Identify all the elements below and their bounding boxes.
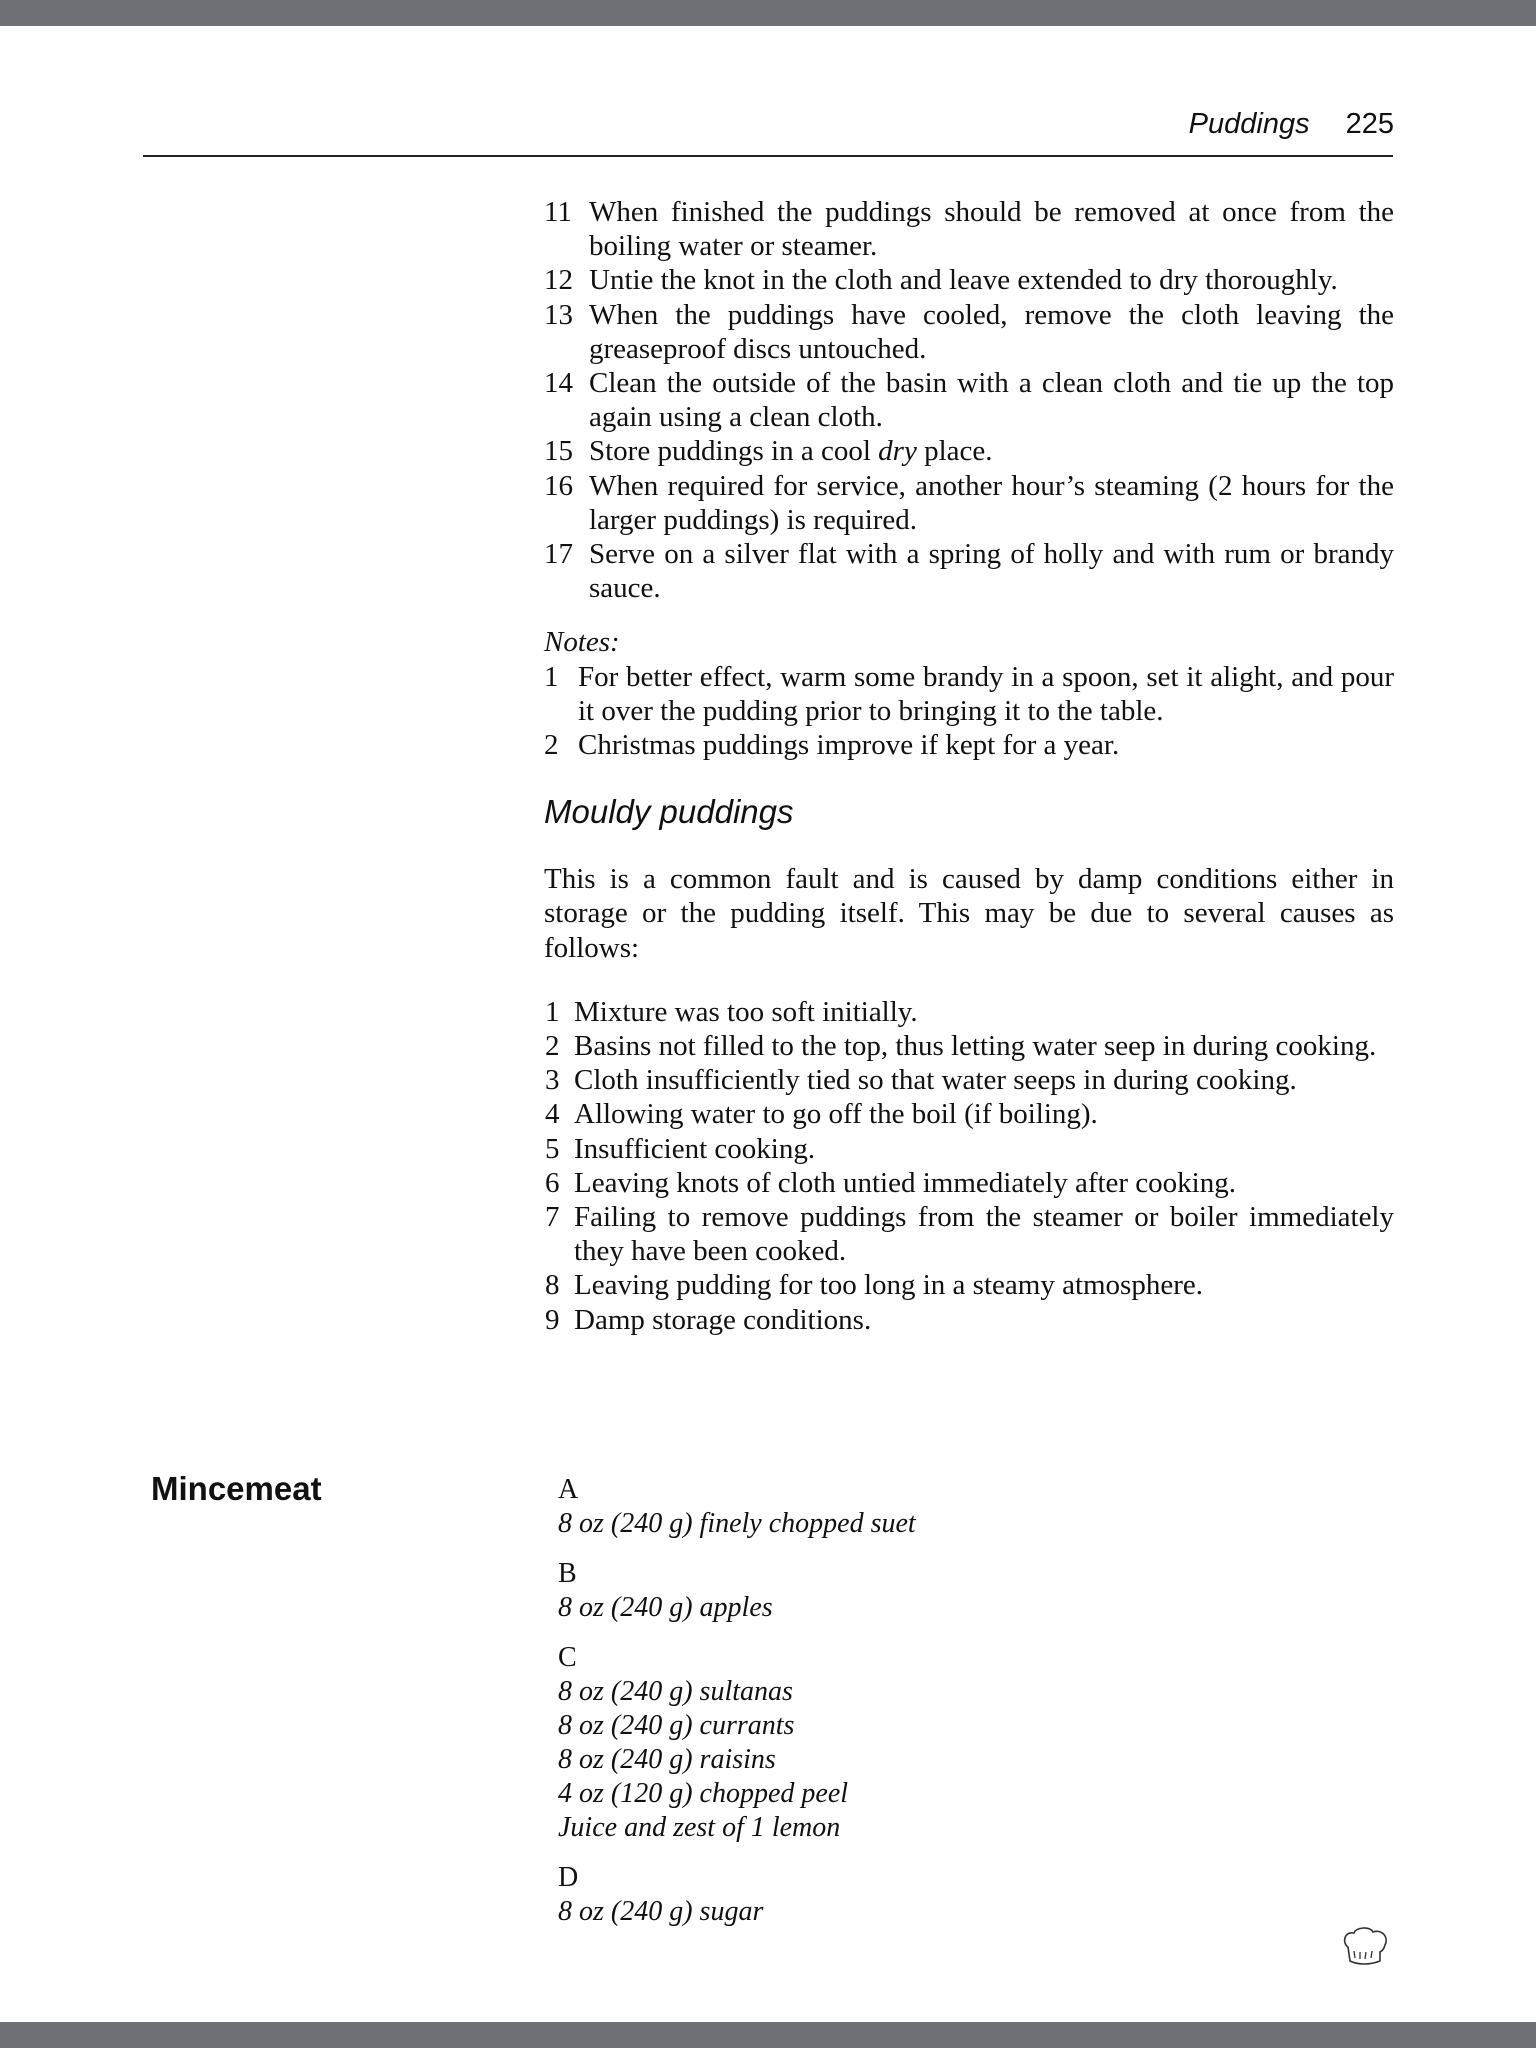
item-text-part: Store puddings in a cool: [589, 435, 879, 468]
item-text-part: place.: [916, 435, 993, 468]
item-number: 14: [544, 367, 573, 400]
item-text: When required for service, another hour’s steaming (2 hours for the larger puddings) is required.: [589, 469, 1394, 536]
list-item: [545, 1166, 1394, 1200]
causes-list: [545, 995, 1394, 1337]
ingredient: 8 oz (240 g) finely chopped suet: [558, 1508, 916, 1539]
group-letter: A: [558, 1474, 579, 1505]
list-item: [545, 1063, 1394, 1097]
item-number: 5: [545, 1132, 560, 1165]
item-number: 6: [545, 1166, 560, 1199]
item-text: Christmas puddings improve if kept for a year.: [578, 729, 1120, 762]
page-number: 225: [1345, 108, 1394, 140]
item-text: Allowing water to go off the boil (if boiling).: [574, 1098, 1098, 1131]
item-text-emphasis: dry: [878, 435, 917, 468]
running-head: [1189, 108, 1394, 141]
item-number: 2: [544, 729, 559, 762]
item-number: 3: [545, 1064, 560, 1097]
item-number: 1: [544, 660, 559, 693]
item-text: Cloth insufficiently tied so that water seeps in during cooking.: [574, 1064, 1297, 1097]
ingredients-list: [558, 1473, 1258, 1945]
list-item: [545, 1200, 1394, 1268]
item-number: 13: [544, 298, 573, 331]
item-number: 8: [545, 1269, 560, 1302]
item-number: 4: [545, 1098, 560, 1131]
item-text: Leaving knots of cloth untied immediately after cooking.: [574, 1166, 1236, 1199]
list-item: [545, 995, 1394, 1029]
list-item: [544, 469, 1394, 537]
list-item: [544, 263, 1394, 297]
item-text: [589, 434, 1394, 468]
ingredient: 8 oz (240 g) sultanas: [558, 1676, 793, 1707]
ingredient-group: [558, 1861, 1258, 1929]
item-number: 7: [545, 1201, 560, 1234]
list-item: [544, 728, 1394, 762]
ingredient: Juice and zest of 1 lemon: [558, 1812, 841, 1843]
ingredient: 8 oz (240 g) sugar: [558, 1896, 764, 1927]
notes-list: [544, 660, 1394, 763]
list-item: [544, 660, 1394, 728]
notes-label: Notes:: [544, 626, 620, 659]
item-number: 2: [545, 1030, 560, 1063]
bottom-frame-bar: [0, 2022, 1536, 2048]
group-letter: B: [558, 1558, 577, 1589]
item-number: 17: [544, 538, 573, 571]
list-item: [545, 1132, 1394, 1166]
recipe-title: Mincemeat: [151, 1470, 322, 1507]
intro-paragraph: This is a common fault and is caused by damp conditions either in storage or the pudding itself. This may be due to several causes as follows:: [544, 863, 1394, 964]
ingredient-group: [558, 1557, 1258, 1625]
item-text: Clean the outside of the basin with a clean cloth and tie up the top again using a clean cloth.: [589, 367, 1394, 434]
item-text: Leaving pudding for too long in a steamy atmosphere.: [574, 1269, 1203, 1302]
item-text: Serve on a silver flat with a spring of holly and with rum or brandy sauce.: [589, 538, 1394, 605]
item-number: 11: [544, 196, 572, 228]
list-item: [544, 537, 1394, 605]
ingredient-group: [558, 1641, 1258, 1845]
item-text: When finished the puddings should be removed at once from the boiling water or steamer.: [589, 196, 1394, 263]
item-number: 15: [544, 435, 573, 468]
ingredient: 4 oz (120 g) chopped peel: [558, 1778, 849, 1809]
item-text: Mixture was too soft initially.: [574, 995, 918, 1028]
item-text: When the puddings have cooled, remove the cloth leaving the greaseproof discs untouched.: [589, 298, 1394, 365]
group-letter: D: [558, 1862, 579, 1893]
top-frame-bar: [0, 0, 1536, 26]
item-text: For better effect, warm some brandy in a spoon, set it alight, and pour it over the pudding prior to bringing it to the table.: [578, 660, 1394, 727]
group-letter: C: [558, 1642, 577, 1673]
ingredient: 8 oz (240 g) currants: [558, 1710, 795, 1741]
ingredient: 8 oz (240 g) apples: [558, 1592, 773, 1623]
header-rule: [143, 155, 1393, 157]
section-heading: Mouldy puddings: [544, 793, 794, 831]
list-item: [544, 298, 1394, 366]
list-item: [544, 195, 1394, 263]
main-column: [544, 195, 1394, 1337]
list-item: [545, 1268, 1394, 1302]
item-number: 12: [544, 264, 573, 297]
item-text: Damp storage conditions.: [574, 1303, 872, 1336]
list-item: [544, 366, 1394, 434]
item-text: Basins not filled to the top, thus letting water seep in during cooking.: [574, 1030, 1377, 1063]
item-number: 9: [545, 1303, 560, 1336]
list-item: [544, 434, 1394, 468]
list-item: [545, 1097, 1394, 1131]
item-text: Untie the knot in the cloth and leave extended to dry thoroughly.: [589, 264, 1338, 297]
ingredient: 8 oz (240 g) raisins: [558, 1744, 776, 1775]
item-number: 1: [545, 995, 560, 1028]
list-item: [545, 1029, 1394, 1063]
chef-hat-icon: [1340, 1925, 1390, 1969]
item-text: Insufficient cooking.: [574, 1132, 816, 1165]
list-item: [545, 1303, 1394, 1337]
item-number: 16: [544, 469, 573, 502]
ingredient-group: [558, 1473, 1258, 1541]
section-title: Puddings: [1188, 108, 1310, 140]
item-text: Failing to remove puddings from the steamer or boiler immediately they have been cooked.: [574, 1201, 1394, 1268]
method-steps-list: [544, 195, 1394, 605]
